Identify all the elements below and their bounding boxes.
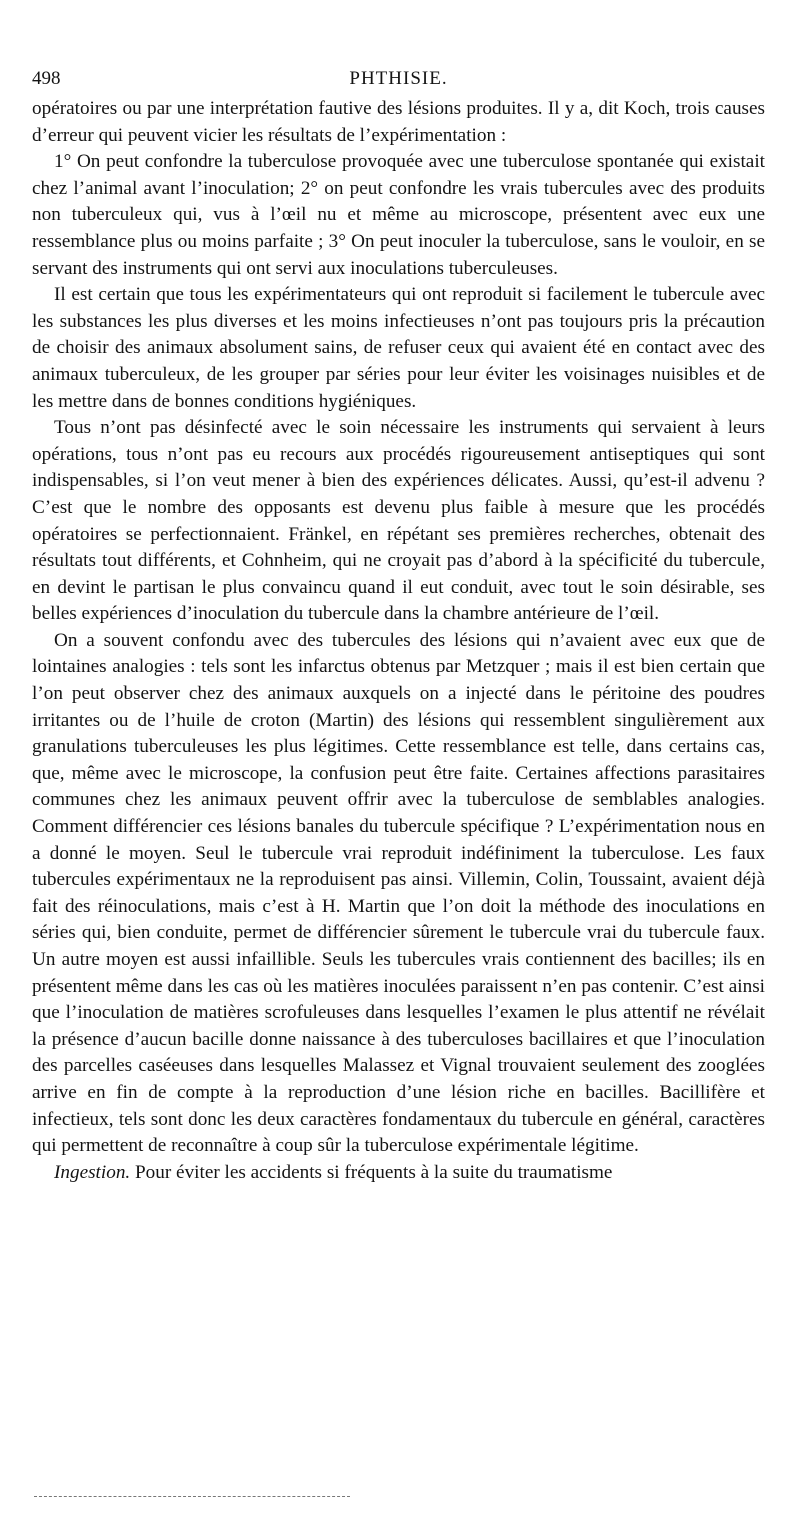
footer-rule [34,1496,350,1497]
paragraph-continuation: opératoires ou par une interprétation fautive des lésions produites. Il y a, dit Koch, trois causes d’erreur qui peuvent vicier les résultats de l’expérimentation : [32,98,765,146]
body-text [32,96,765,1186]
ingestion-text: Pour éviter les accidents si fréquents à la suite du traumatisme [130,1161,613,1183]
page-number: 498 [32,68,61,89]
paragraph-disinfection: Tous n’ont pas désinfecté avec le soin nécessaire les instruments qui servaient à leurs opérations, tous n’ont pas eu recours aux procédés rigoureusement antiseptiques qui sont indispensables, si l’on veut mener à bien des expériences délicates. Aussi, qu’est-il advenu ? C’est que le nombre des opposants est devenu plus faible à mesure que les procédés opératoires se perfectionnaient. Fränkel, en répétant ses premières recherches, obtenait des résultats tout différents, et Cohnheim, qui ne croyait pas d’abord à la spécificité du tubercule, en devint le partisan le plus convaincu quand il eut conduit, avec tout le soin désirable, ses belles expériences d’inoculation du tubercule dans la chambre antérieure de l’œil. [32,417,765,625]
paragraph-koch-causes: 1° On peut confondre la tuberculose provoquée avec une tuberculose spontanée qui existait chez l’animal avant l’inoculation; 2° on peut confondre les vrais tubercules avec des produits non tuberculeux qui, vus à l’œil nu et même au microscope, présentent avec eux une ressemblance plus ou moins parfaite ; 3° On peut inoculer la tuberculose, sans le vouloir, en se servant des instruments qui ont servi aux inoculations tuberculeuses. [32,151,765,279]
page-header [32,62,765,96]
paragraph-experimenters: Il est certain que tous les expérimentateurs qui ont reproduit si facilement le tubercule avec les substances les plus diverses et les moins infectieuses n’ont pas toujours pris la précaution de choisir des animaux absolument sains, de refuser ceux qui avaient été en contact avec des animaux tuberculeux, de les grouper par séries pour leur éviter les voisinages nuisibles et de les mettre dans de bonnes conditions hygiéniques. [32,284,765,412]
running-title: PHTHISIE. [349,68,448,89]
section-lead-ingestion: Ingestion. [54,1161,131,1183]
book-page [32,62,765,1186]
paragraph-ingestion [32,1160,765,1187]
paragraph-confusion: On a souvent confondu avec des tubercules des lésions qui n’avaient avec eux que de lointaines analogies : tels sont les infarctus obtenus par Metzquer ; mais il est bien certain que l’on peut observer chez des animaux auxquels on a injecté dans le péritoine des poudres irritantes ou de l’huile de croton (Martin) des lésions qui ressemblent singulièrement aux granulations tuberculeuses les plus légitimes. Cette ressemblance est telle, dans certains cas, que, même avec le microscope, la confusion peut être faite. Certaines affections parasitaires communes chez les animaux peuvent offrir avec la tuberculose de semblables analogies. Comment différencier ces lésions banales du tubercule spécifique ? L’expérimentation nous en a donné le moyen. Seul le tubercule vrai reproduit indéfiniment la tuberculose. Les faux tubercules expérimentaux ne la reproduisent pas ainsi. Villemin, Colin, Toussaint, avaient déjà fait des réinoculations, mais c’est à H. Martin que l’on doit la méthode des inoculations en séries qui, bien conduite, permet de différencier sûrement le tubercule vrai du tubercule faux. Un autre moyen est aussi infaillible. Seuls les tubercules vrais contiennent des bacilles; ils en présentent même dans les cas où les matières inoculées paraissent n’en pas contenir. C’est ainsi que l’inoculation de matières scrofuleuses dans lesquelles l’examen le plus attentif ne révélait la présence d’aucun bacille donne naissance à des tuberculoses bacillaires et que l’inoculation des parcelles caséeuses dans lesquelles Malassez et Vignal trouvaient seulement des zooglées arrive en fin de compte à la reproduction d’une lésion riche en bacilles. Bacillifère et infectieux, tels sont donc les deux caractères fondamentaux du tubercule en général, caractères qui permettent de reconnaître à coup sûr la tuberculose expérimentale légitime. [32,629,765,1157]
